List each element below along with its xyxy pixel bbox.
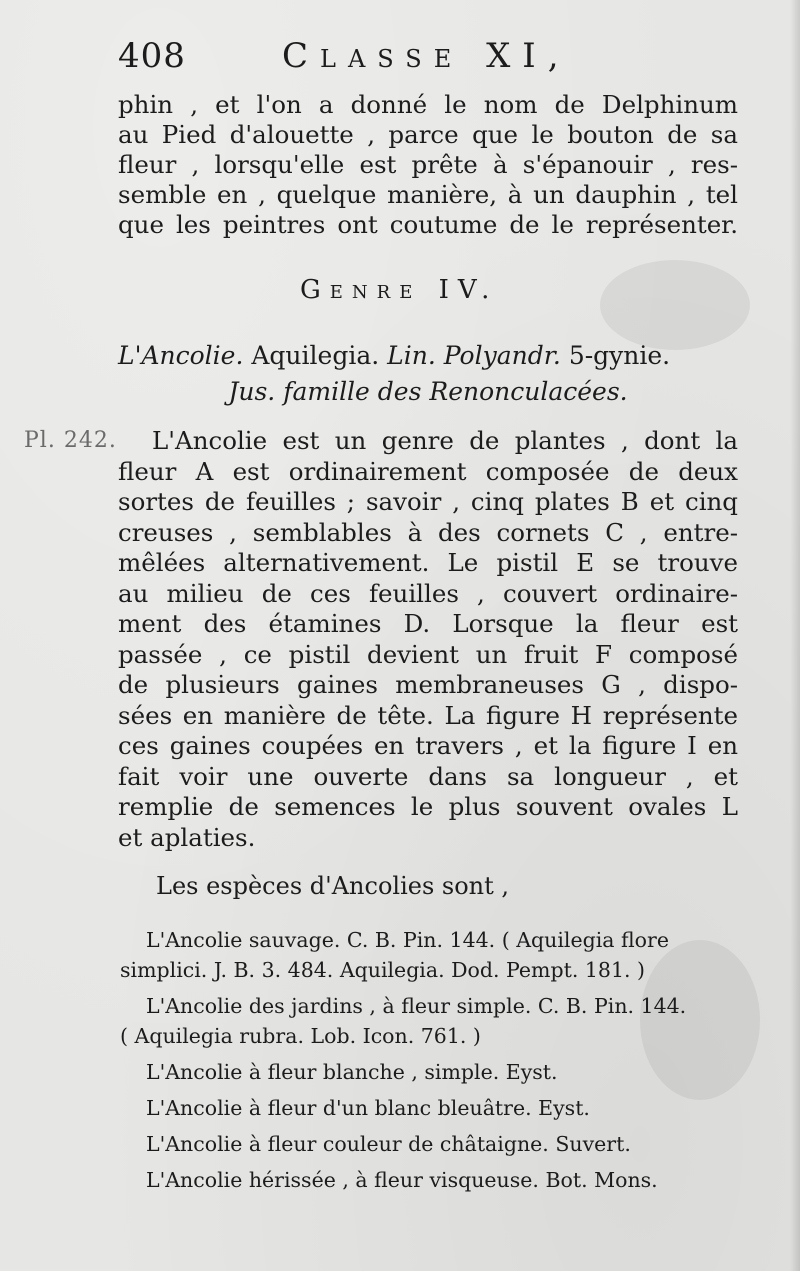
species-item-continuation: simplici. J. B. 3. 484. Aquilegia. Dod. Pempt. 181. ) (120, 958, 646, 982)
entry-title-line-1 (118, 338, 738, 374)
text-line: fleur , lorsqu'elle est prête à s'épanouir , res- (118, 150, 738, 179)
entry-reference-end: 5-gynie. (568, 341, 671, 370)
text-line: sées en manière de tête. La figure H représente (118, 700, 738, 730)
text-line: phin , et l'on a donné le nom de Delphinum (118, 90, 738, 119)
plate-reference: Pl. 242. (24, 428, 117, 453)
text-line: mêlées alternativement. Le pistil E se trouve (118, 548, 738, 577)
species-item: L'Ancolie à fleur couleur de châtaigne. Suvert. (146, 1132, 631, 1156)
species-item: L'Ancolie hérissée , à fleur visqueuse. Bot. Mons. (146, 1168, 658, 1192)
text-line: fait voir une ouverte dans sa longueur , et (118, 761, 738, 791)
page-header (118, 36, 598, 86)
text-line: semble en , quelque manière, à un dauphin , tel (118, 180, 738, 209)
text-line: et aplaties. (118, 822, 256, 852)
text-line: passée , ce pistil devient un fruit F composé (118, 639, 738, 669)
text-line: ment des étamines D. Lorsque la fleur est (118, 609, 738, 638)
entry-name-lat: Aquilegia. (251, 341, 380, 370)
text-line: creuses , semblables à des cornets C , entre- (118, 517, 738, 547)
text-line: L'Ancolie est un genre de plantes , dont la (152, 426, 738, 455)
species-heading: Les espèces d'Ancolies sont , (156, 872, 510, 900)
page-edge-shadow (790, 0, 800, 1271)
text-line: de plusieurs gaines membraneuses G , dispo- (118, 670, 738, 699)
entry-name-fr: L'Ancolie. (118, 341, 244, 370)
intro-paragraph (118, 90, 738, 240)
entry-reference: Lin. Polyandr. (387, 341, 561, 370)
paper-stain (600, 260, 750, 350)
species-list (120, 925, 738, 1195)
page-number: 408 (118, 36, 186, 76)
running-head: Classe XI, (282, 36, 571, 76)
entry-title (118, 338, 738, 410)
species-item: L'Ancolie des jardins , à fleur simple. C. B. Pin. 144. (146, 994, 687, 1018)
species-item: L'Ancolie à fleur blanche , simple. Eyst. (146, 1060, 558, 1084)
genre-heading: Genre IV. (300, 275, 499, 305)
species-item: L'Ancolie sauvage. C. B. Pin. 144. ( Aquilegia flore (146, 928, 669, 952)
species-item-continuation: ( Aquilegia rubra. Lob. Icon. 761. ) (120, 1024, 481, 1048)
text-line: ces gaines coupées en travers , et la figure I en (118, 731, 738, 760)
text-line: au milieu de ces feuilles , couvert ordinaire- (118, 578, 738, 608)
species-item: L'Ancolie à fleur d'un blanc bleuâtre. Eyst. (146, 1096, 590, 1120)
text-line: que les peintres ont coutume de le représenter. (118, 210, 738, 239)
description-paragraph (118, 426, 738, 853)
text-line: remplie de semences le plus souvent ovales L (118, 792, 738, 821)
text-line: sortes de feuilles ; savoir , cinq plates B et cinq (118, 487, 738, 516)
text-line: au Pied d'alouette , parce que le bouton de sa (118, 120, 738, 149)
entry-family: Jus. famille des Renonculacées. (228, 377, 628, 406)
text-line: fleur A est ordinairement composée de deux (118, 456, 738, 486)
